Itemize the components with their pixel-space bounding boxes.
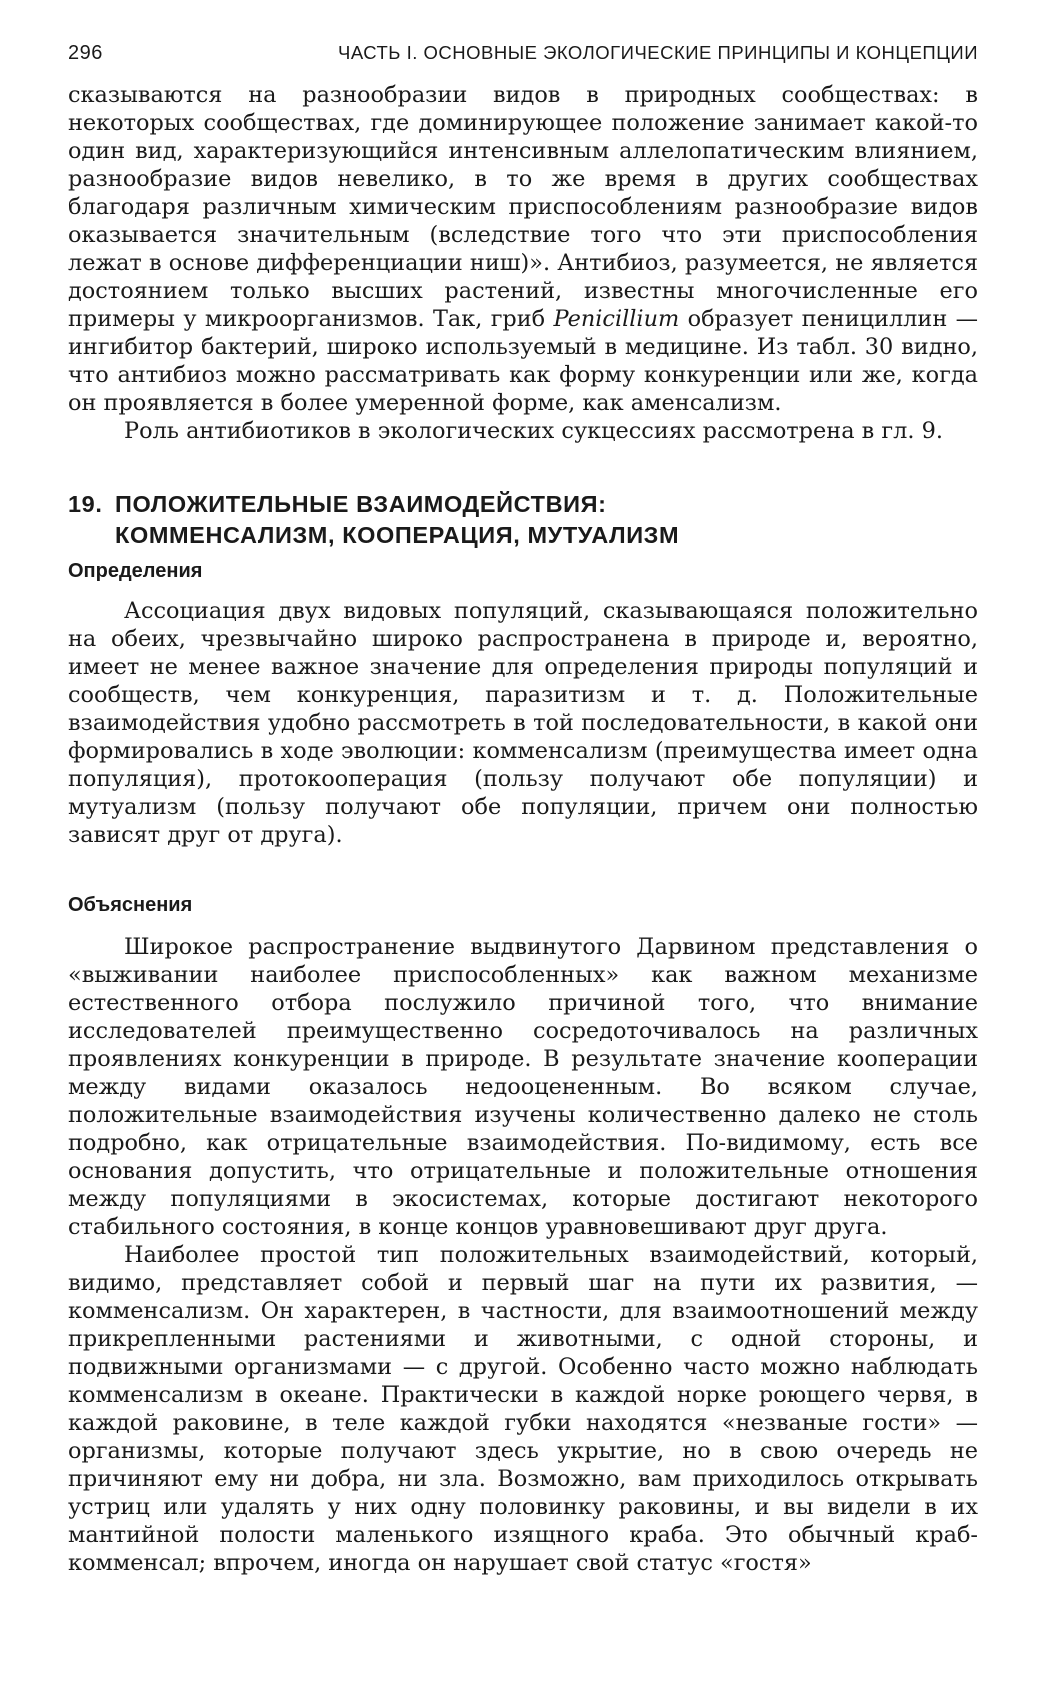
explanations-heading: Объяснения	[68, 894, 193, 916]
definitions-paragraph: Ассоциация двух видовых популяций, сказывающаяся положительно на обеих, чрезвычайно широко распространена в природе и, вероятно, имеет не менее важное значение для определения природы популяций и сообществ, чем конкуренция, паразитизм и т. д. Положительные взаимодействия удобно рассмотреть в той последовательности, в какой они формировались в ходе эволюции: комменсализм (преимущества имеет одна популяция), протокооперация (пользу получают обе популяции) и мутуализм (пользу получают обе популяции, причем они полностью зависят друг от друга).	[68, 598, 978, 848]
section-title-line-2: КОММЕНСАЛИЗМ, КООПЕРАЦИЯ, МУТУАЛИЗМ	[115, 522, 680, 548]
intro-paragraph-1	[68, 81, 978, 417]
section-heading	[68, 489, 978, 551]
section-title-line-1: ПОЛОЖИТЕЛЬНЫЕ ВЗАИМОДЕЙСТВИЯ:	[115, 491, 607, 517]
explanations-paragraph-2: Наиболее простой тип положительных взаимодействий, который, видимо, представляет собой и первый шаг на пути их развития, — комменсализм. Он характерен, в частности, для взаимоотношений между прикрепленными растениями и животными, с одной стороны, и подвижными организмами — с другой. Особенно часто можно наблюдать комменсализм в океане. Практически в каждой норке роющего червя, в каждой раковине, в теле каждой губки находятся «незваные гости» — организмы, которые получают здесь укрытие, но в свою очередь не причиняют ему ни добра, ни зла. Возможно, вам приходилось открывать устриц или удалять у них одну половинку раковины, и вы видели в их мантийной полости маленького изящного краба. Это обычный краб-комменсал; впрочем, иногда он нарушает свой статус «гостя»	[68, 1242, 978, 1576]
intro-text-a: сказываются на разнообразии видов в природных сообществах: в некоторых сообществах, где доминирующее положение занимает какой-то один вид, характеризующийся интенсивным аллелопатическим влиянием, разнообразие видов невелико, в то же время в других сообществах благодаря различным химическим приспособлениям разнообразие видов оказывается значительным (вследствие того что эти приспособления лежат в основе дифференциации ниш)». Антибиоз, разумеется, не является достоянием только высших растений, известны многочисленные его примеры у микроорганизмов. Так, гриб	[68, 82, 978, 332]
explanations-paragraph-1: Широкое распространение выдвинутого Дарвином представления о «выживании наиболее приспособленных» как важном механизме естественного отбора послужило причиной того, что внимание исследователей преимущественно сосредоточивалось на различных проявлениях конкуренции в природе. В результате значение кооперации между видами оказалось недооцененным. Во всяком случае, положительные взаимодействия изучены количественно далеко не столь подробно, как отрицательные взаимодействия. По-видимому, есть все основания допустить, что отрицательные и положительные отношения между популяциями в экосистемах, которые достигают некоторого стабильного состояния, в конце концов уравновешивают друг друга.	[68, 934, 978, 1240]
page-number: 296	[68, 42, 103, 64]
definitions-heading: Определения	[68, 560, 203, 582]
section-number: 19.	[68, 491, 103, 517]
intro-paragraph-2: Роль антибиотиков в экологических сукцессиях рассмотрена в гл. 9.	[124, 418, 943, 444]
intro-text-b: образует пенициллин — ингибитор бактерий, широко используемый в медицине. Из табл. 30 видно, что антибиоз можно рассматривать как форму конкуренции или же, когда он проявляется в более умеренной форме, как аменсализм.	[68, 306, 978, 416]
running-header	[68, 42, 978, 65]
genus-name-italic: Penicillium	[553, 306, 680, 332]
running-title: ЧАСТЬ I. ОСНОВНЫЕ ЭКОЛОГИЧЕСКИЕ ПРИНЦИПЫ И КОНЦЕПЦИИ	[338, 42, 978, 63]
